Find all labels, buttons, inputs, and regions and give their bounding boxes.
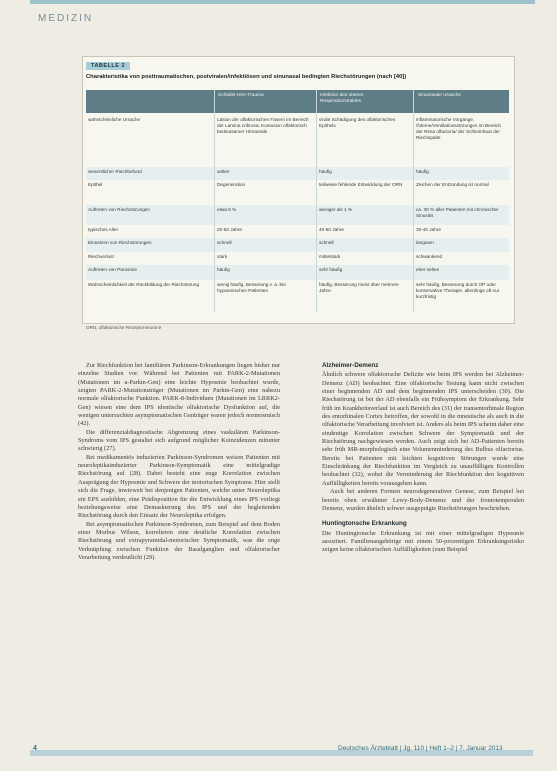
table-cell: schnell [217, 240, 232, 245]
table-cell: selten [217, 169, 230, 174]
table-cell: häufig [416, 169, 429, 174]
left-column [78, 362, 280, 562]
table-cell: schwankend [416, 254, 443, 259]
table-cell: 20-50 Jahre [217, 227, 243, 232]
header-infection: Infektion des oberen Respirationstraktes [320, 93, 364, 104]
table-cell: Degeneration [217, 182, 246, 187]
table-cell: ca. 30 % aller Patienten mit chronischer Sinusitis [416, 207, 499, 218]
table-cell: Zeichen der Entzündung ist normal [416, 182, 489, 187]
table-row [86, 115, 509, 167]
table-row [86, 252, 509, 265]
body-paragraph: Die Huntingtonsche Erkrankung ist mit einer mittelgradigen Hyposmie assoziiert. Familienangehörige mit einem 50-prozentigen Erkrankungsrisiko zeigen keine olfaktorischen Auffälligkeiten (zum Beispiel [322, 529, 524, 554]
section-label: MEDIZIN [38, 13, 94, 24]
table-cell: Einsetzen von Riechstörungen [88, 240, 152, 245]
table-cell: eher selten [416, 267, 440, 272]
table-cell: häufig [217, 267, 230, 272]
journal-footer: Deutsches Ärzteblatt | Jg. 110 | Heft 1–2 | 7. Januar 2013 [338, 745, 503, 752]
table-cell: häufig [319, 169, 332, 174]
column-divider [413, 90, 414, 312]
body-paragraph: Die differenzialdiagnostische Abgrenzung eines vaskulären Parkinson-Syndroms vom IPS gestaltet sich aufgrund möglicher Koinzidenzen mitunter schwierig (27). [78, 428, 280, 453]
table-cell: schnell [319, 240, 334, 245]
table-cell: stark [217, 254, 228, 259]
table-cell: 30-40 Jahre [416, 227, 442, 232]
table-cell: Riechverlust [88, 254, 114, 259]
right-column [322, 362, 524, 555]
body-paragraph: Auch bei anderen Formen neurodegenerativer Genese, zum Beispiel bei bereits oben erwähnter Lewy-Body-Demenz und der frontotemporalen Demenz, wurden ähnlich schwer ausgeprägte Riechstörungen beschrieben. [322, 488, 524, 512]
table-cell: teilweise fehlende Entwicklung der ORN [319, 182, 403, 187]
table-cell: virale Schädigung des olfaktorischen Epithels [319, 117, 396, 128]
table-row [86, 180, 509, 205]
table-cell: inflammatorische Vorgänge, Ödeme/Ventilationsstörungen im Bereich der Rima olfactoria/ der Schleimhaut der Riechspalte [416, 117, 501, 140]
table-cell: Läsion der olfaktorischen Fasern im Bereich der Lamina cribrosa; Kontusion olfaktorisch bedeutsamer Hirnareale [217, 117, 309, 134]
table-cell: mittelstark [319, 254, 341, 259]
table-row [86, 225, 509, 238]
column-divider [214, 90, 215, 312]
table-cell: wenig häufig, Besserung v. a. bei hyposmischen Patienten [217, 282, 286, 293]
column-divider [316, 90, 317, 312]
table-cell: wesentlicher Riechbefund [88, 169, 142, 174]
section-heading: Alzheimer-Demenz [322, 362, 379, 369]
table-row [86, 167, 509, 180]
section-heading: Huntingtonsche Erkrankung [322, 520, 407, 528]
table-cell: sehr häufig, Besserung durch OP oder konservative Therapie, allerdings oft nur kurzfristig [416, 282, 500, 299]
page-number: 4 [33, 745, 37, 752]
table-cell: langsam [416, 240, 434, 245]
table-cell: weniger als 1 % [319, 207, 353, 212]
table-row [86, 265, 509, 280]
table-cell: Auftreten von Parosmie [88, 267, 137, 272]
body-paragraph: Ähnlich schwere olfaktorische Defizite wie beim IPS werden bei Alzheimer-Demenz (AD) beobachtet. Eine olfaktorische Testung kann nicht zwischen einer beginnenden AD und dem beginnenden IPS unterscheiden (30). Die Riechstörung ist bei der AD ebenfalls ein Frühsymptom der Erkrankung. Sehr früh im Krankheitsverlauf ist auch Bereich des (31) der transentorhinale Region des entorhinalen Cortex betroffen, der sowohl in die mnestische als auch in die olfaktorische Verarbeitung involviert ist. Anders als beim IPS scheint daher eine eindeutige Korrelation zwischen Schwere der Symptomatik und der Riechstörung nachgewiesen werden. Auch zeigt sich bei AD-Patienten bereits sehr früh MR-morphologisch eine Volumenminderung des Bulbus olfactorius. Bereits bei Patienten mit leichten kognitiven Störungen wurde eine Einschränkung der Riechfunktion im Vergleich zu unauffälligen Kontrollen beobachtet (32), wobei die Verminderung der Riechfunktion den kognitiven Auffälligkeiten bereits vorausgehen kann. [322, 371, 524, 487]
table-tag: TABELLE 2 [86, 62, 130, 70]
table-cell: Epithel [88, 182, 103, 187]
table-footnote: ORN, olfaktorische Rezeptorneurone [86, 325, 162, 330]
body-paragraph: Bei asymptomatischen Parkinson-Syndromen, zum Beispiel auf dem Boden einer Morbus Wilson, korrelieren eine deutliche Korrelation zwischen Riechstörung und extrapyramidal-motorischer Symptomatik, was die enge Verknüpfung zwischen Funktion der Basalganglien und olfaktorischer Verarbeitung verdeutlicht (29). [78, 520, 280, 561]
table-row [86, 238, 509, 252]
body-paragraph: Bei medikamentös induzierten Parkinson-Syndromen weisen Patienten mit neuroleptikainduzierter Parkinson-Symptomatik eine mittelgradige Riechstörung auf (28). Dabei besteht eine enge Korrelation zwischen Ausprägung der Hyposmie und Schwere der motorischen Symptome. Hier stellt sich die Frage, inwieweit bei denjenigen Patienten, welche unter Neuroleptika ein EPS ausbilden, eine Prädisposition für die Entwicklung eines IPS vorliegt beziehungsweise eine Demaskierung des IPS und der begleitenden Riechstörung durch den Einsatz der Neuroleptika erfolgen. [78, 453, 280, 520]
table-cell: etwa 5 % [217, 207, 237, 212]
table-cell: wahrscheinliche Ursache [88, 117, 141, 122]
table-cell: sehr häufig [319, 267, 343, 272]
table-cell: Auftreten von Riechstörungen [88, 207, 151, 212]
header-trauma: Schädel-Hirn-Trauma [218, 93, 264, 98]
body-paragraph: Zur Riechfunktion bei familiären Parkinson-Erkrankungen liegen bisher nur einzelne Studien vor. Während bei Patienten mit PARK-2-Mutationen (Mutationen im a-Parkin-Gen) eine leichte Hyposmie beobachtet wurde, zeigten PARK-2-Mutationsträger (Mutationen im Parkin-Gen) eine nahezu normale olfaktorische Funktion. PARK-8-Individuen (Mutationen im LRRK2-Gen) wiesen eine dem IPS identische olfaktorische Dysfunktion auf, die wenigen untersuchten asymptomatischen Genträger waren jedoch normosmisch (42). [78, 362, 280, 428]
table-caption: Charakteristika von posttraumatischen, postviralen/infektiösen und sinunasal bedingten Riechstörungen (nach [40]) [86, 74, 407, 80]
table-cell: typisches Alter [88, 227, 119, 232]
top-rule [30, 0, 535, 4]
table-cell: häufig, Besserung meist über mehrere Jahre [319, 282, 399, 293]
header-sinunasal: Sinunasale Ursache [418, 93, 461, 98]
table-cell: Wahrscheinlichkeit der Rückbildung der Riechstörung [88, 282, 200, 287]
table-row [86, 205, 509, 225]
table-cell: 40-60 Jahre [319, 227, 345, 232]
table-row [86, 280, 509, 310]
